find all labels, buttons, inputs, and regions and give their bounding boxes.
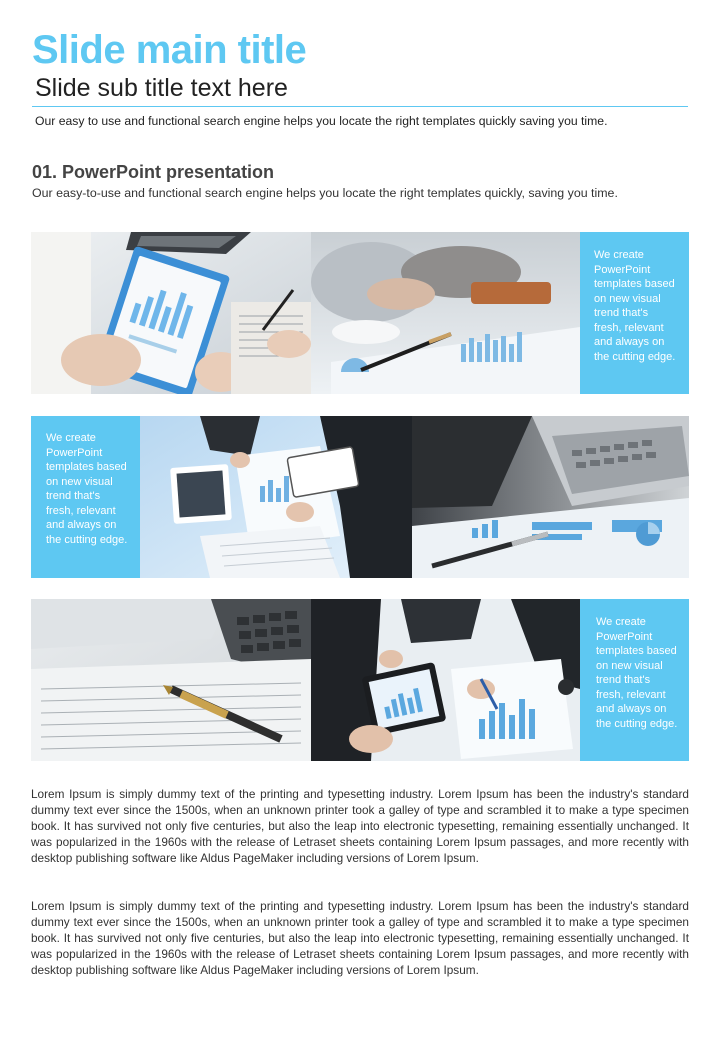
pen-documents-photo [311, 232, 580, 394]
slide-sub-title: Slide sub title text here [35, 74, 288, 102]
callout-box-2 [31, 416, 140, 578]
section-heading: 01. PowerPoint presentation [32, 162, 275, 182]
body-paragraph-1: Lorem Ipsum is simply dummy text of the printing and typesetting industry. Lorem Ipsum has been the industry's standard dummy text ever since the 1500s, when an unknown printer took a galley of type and scrambled it to make a type specimen book. It has survived not only five centuries, but also the leap into electronic typesetting, remaining essentially unchanged. It was popularized in the 1960s with the release of Letraset sheets containing Lorem Ipsum passages, and more recently with desktop publishing software like Aldus PageMaker including versions of Lorem Ipsum. [31, 787, 689, 865]
title-divider [32, 106, 688, 107]
meeting-overhead-photo [140, 416, 412, 578]
section-description: Our easy-to-use and functional search engine helps you locate the right templates quickly, saving you time. [32, 186, 618, 200]
callout-text: We create PowerPoint templates based on new visual trend that's fresh, relevant and always on the cutting edge. [596, 616, 678, 730]
callout-box-3 [580, 599, 689, 761]
callout-text: We create PowerPoint templates based on new visual trend that's fresh, relevant and always on the cutting edge. [46, 432, 128, 546]
body-paragraph-2: Lorem Ipsum is simply dummy text of the printing and typesetting industry. Lorem Ipsum has been the industry's standard dummy text ever since the 1500s, when an unknown printer took a galley of type and scrambled it to make a type specimen book. It has survived not only five centuries, but also the leap into electronic typesetting, remaining essentially unchanged. It was popularized in the 1960s with the release of Letraset sheets containing Lorem Ipsum passages, and more recently with desktop publishing software like Aldus PageMaker including versions of Lorem Ipsum. [31, 899, 689, 977]
tablet-chart-photo [31, 232, 311, 394]
team-charts-photo [311, 599, 580, 761]
callout-text: We create PowerPoint templates based on new visual trend that's fresh, relevant and always on the cutting edge. [594, 249, 676, 363]
callout-box-1 [580, 232, 689, 394]
calculator-pen-photo [31, 599, 311, 761]
slide-main-title: Slide main title [32, 28, 307, 72]
laptop-report-photo [412, 416, 689, 578]
intro-text: Our easy to use and functional search engine helps you locate the right templates quickly saving you time. [35, 114, 608, 128]
